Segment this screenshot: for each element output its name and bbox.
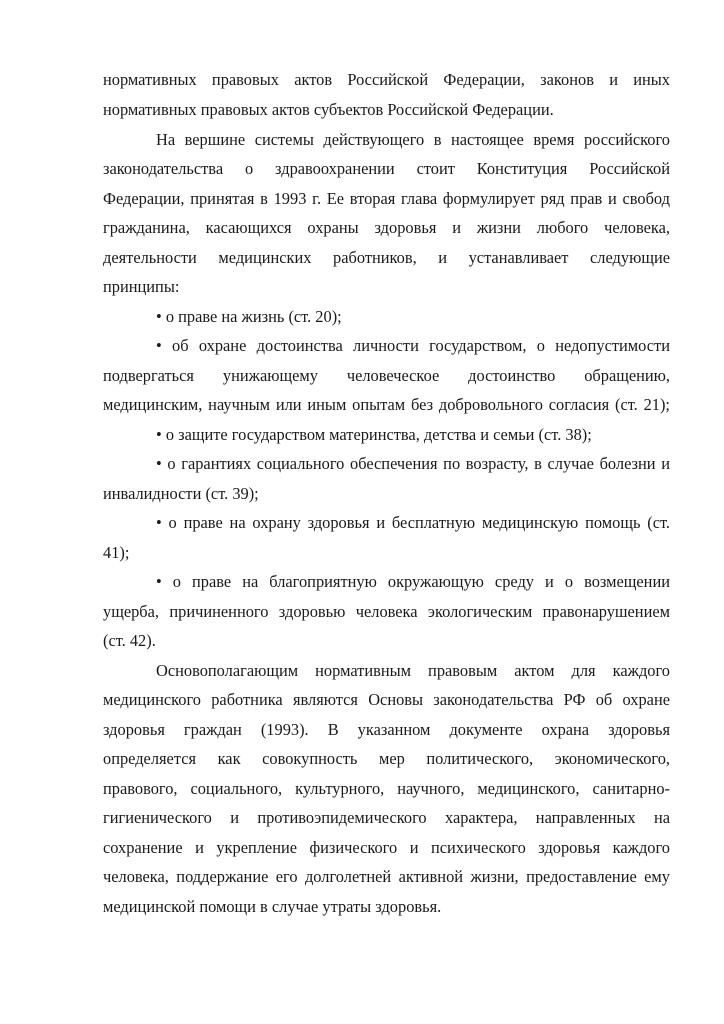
text-line: законодательства о здравоохранении стоит Конституция Российской (103, 159, 670, 178)
text-line: нормативных правовых актов субъектов Российской Федерации. (103, 100, 554, 119)
text-line: Основополагающим нормативным правовым актом для каждого (156, 661, 670, 680)
text-line: На вершине системы действующего в настоящее время российского (156, 130, 670, 149)
text-line: медицинским, научным или иным опытам без добровольного согласия (ст. 21); (103, 395, 670, 414)
text-line: 41); (103, 543, 130, 562)
bullet-item: • о праве на охрану здоровья и бесплатную медицинскую помощь (ст. (156, 513, 670, 532)
text-line: определяется как совокупность мер политического, экономического, (103, 749, 670, 768)
text-line: гигиенического и противоэпидемического характера, направленных на (103, 808, 670, 827)
text-line: (ст. 42). (103, 631, 156, 650)
bullet-item: • о защите государством материнства, детства и семьи (ст. 38); (156, 425, 592, 444)
bullet-item: • о праве на жизнь (ст. 20); (156, 307, 342, 326)
text-line: деятельности медицинских работников, и устанавливает следующие (103, 248, 670, 267)
text-line: принципы: (103, 277, 180, 296)
bullet-item: • об охране достоинства личности государством, о недопустимости (156, 336, 670, 355)
text-line: ущерба, причиненного здоровью человека экологическим правонарушением (103, 602, 670, 621)
bullet-item: • о гарантиях социального обеспечения по возрасту, в случае болезни и (156, 454, 670, 473)
text-line: человека, поддержание его долголетней активной жизни, предоставление ему (103, 867, 670, 886)
text-line: медицинского работника являются Основы законодательства РФ об охране (103, 690, 670, 709)
bullet-item: • о праве на благоприятную окружающую среду и о возмещении (156, 572, 670, 591)
text-line: медицинской помощи в случае утраты здоровья. (103, 897, 442, 916)
text-line: гражданина, касающихся охраны здоровья и жизни любого человека, (103, 218, 670, 237)
text-line: Федерации, принятая в 1993 г. Ее вторая глава формулирует ряд прав и свобод (103, 189, 670, 208)
text-line: правового, социального, культурного, научного, медицинского, санитарно- (103, 779, 670, 798)
text-line: инвалидности (ст. 39); (103, 484, 259, 503)
text-line: здоровья граждан (1993). В указанном документе охрана здоровья (103, 720, 670, 739)
text-line: подвергаться унижающему человеческое достоинство обращению, (103, 366, 670, 385)
text-line: нормативных правовых актов Российской Федерации, законов и иных (103, 70, 670, 89)
text-line: сохранение и укрепление физического и психического здоровья каждого (103, 838, 670, 857)
